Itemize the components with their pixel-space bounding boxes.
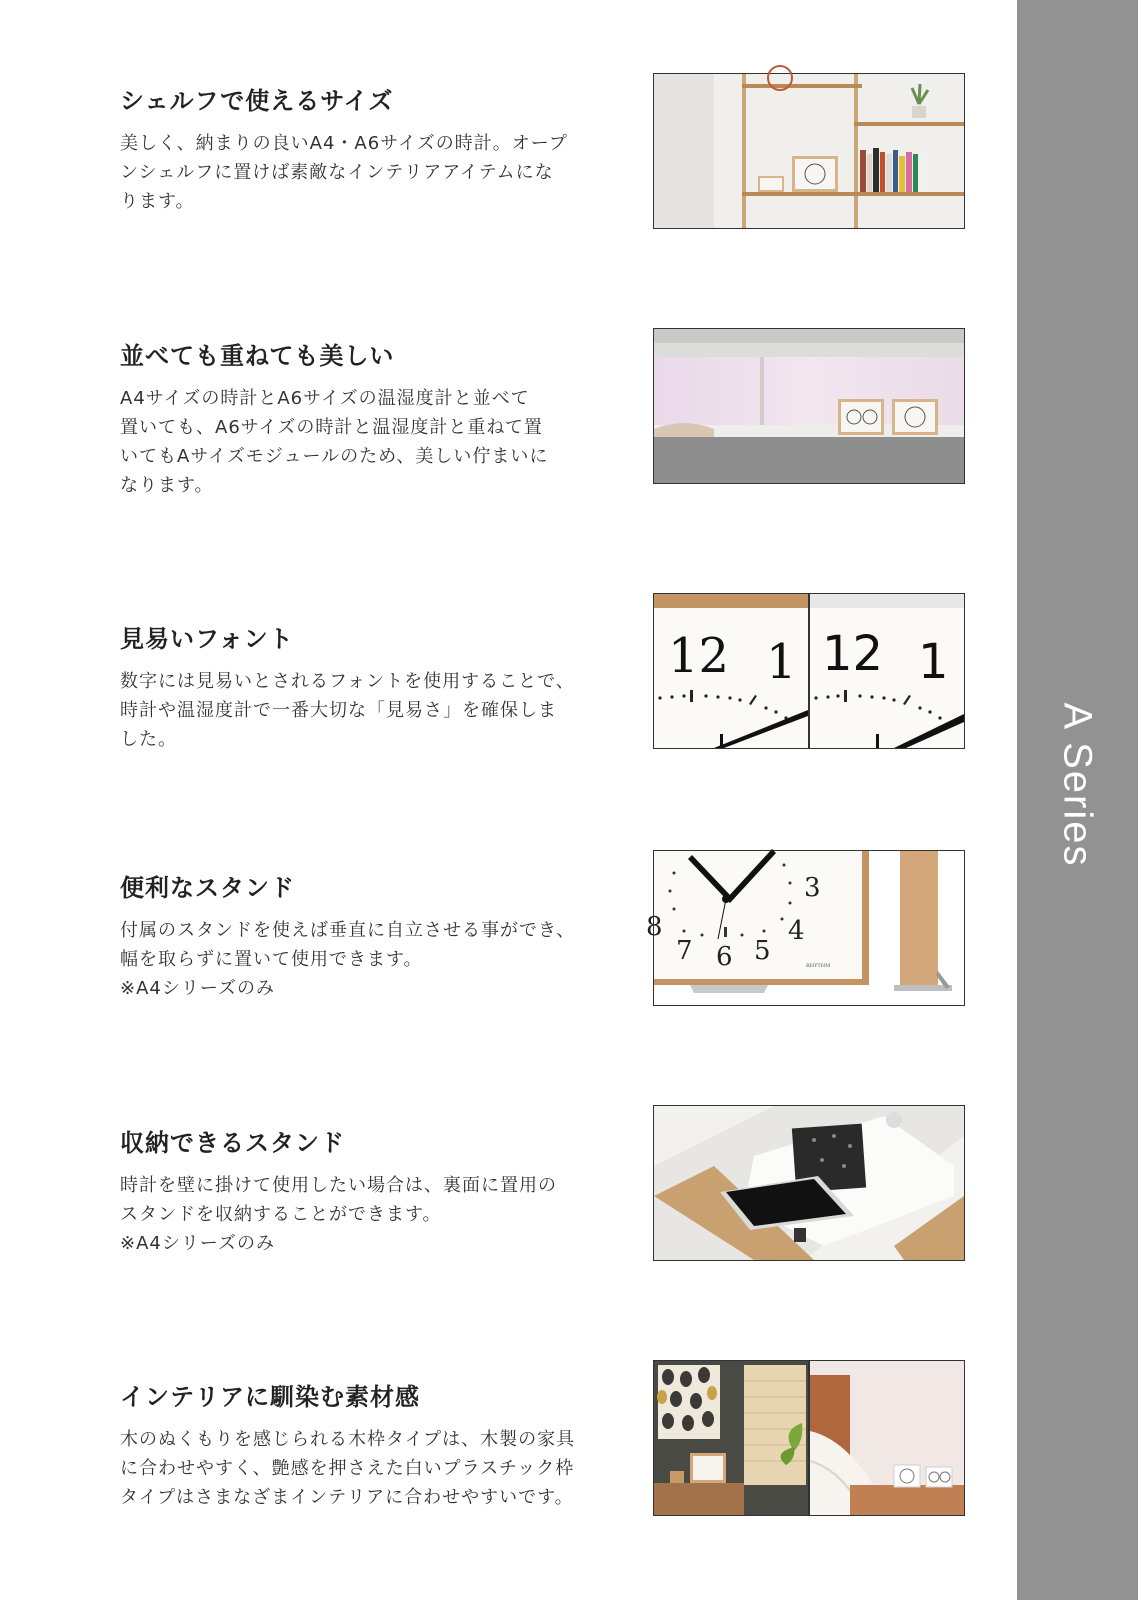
windowsill-photo bbox=[653, 328, 965, 484]
section-title: 並べても重ねても美しい bbox=[120, 342, 395, 370]
section-description bbox=[120, 916, 600, 1003]
description-line: タイプはさまなざまインテリアに合わせやすいです。 bbox=[120, 1487, 574, 1508]
stand-storage-photo bbox=[653, 1105, 965, 1261]
clock-stand-photo bbox=[646, 850, 965, 1006]
dial-number: 6 bbox=[716, 942, 733, 972]
interior-photo bbox=[653, 1360, 965, 1516]
series-label: A Series bbox=[1055, 702, 1100, 868]
section-description bbox=[120, 667, 600, 754]
feature-section-stand bbox=[0, 868, 1000, 1098]
description-line: 数字には見易いとされるフォントを使用することで、 bbox=[120, 671, 575, 692]
description-line: いてもAサイズモジュールのため、美しい佇まいに bbox=[120, 446, 549, 467]
dial-number: 12 bbox=[668, 628, 730, 684]
dial-number: 1 bbox=[766, 634, 797, 690]
description-line: ンシェルフに置けば素敵なインテリアアイテムにな bbox=[120, 162, 554, 183]
description-line: ※A4シリーズのみ bbox=[120, 1233, 275, 1254]
dial-number: 12 bbox=[822, 626, 884, 682]
dial-number: 5 bbox=[754, 936, 771, 966]
description-line: ※A4シリーズのみ bbox=[120, 978, 275, 999]
description-line: 幅を取らずに置いて使用できます。 bbox=[120, 949, 423, 970]
description-line: なります。 bbox=[120, 475, 214, 496]
feature-section-stacking bbox=[0, 336, 1000, 566]
section-title: インテリアに馴染む素材感 bbox=[120, 1383, 420, 1411]
dial-number: 4 bbox=[788, 916, 805, 946]
description-line: A4サイズの時計とA6サイズの温湿度計と並べて bbox=[120, 388, 530, 409]
dial-number: 3 bbox=[804, 873, 821, 903]
section-title: 便利なスタンド bbox=[120, 874, 295, 902]
dial-number: 8 bbox=[646, 912, 663, 942]
dial-number: 7 bbox=[676, 936, 693, 966]
brand-mark: RHYTHM bbox=[806, 963, 831, 969]
feature-section-material bbox=[0, 1377, 1000, 1607]
description-line: 置いても、A6サイズの時計と温湿度計と重ねて置 bbox=[120, 417, 543, 438]
section-title: 収納できるスタンド bbox=[120, 1129, 345, 1157]
feature-section-storage bbox=[0, 1123, 1000, 1353]
description-line: 時計や温湿度計で一番大切な「見易さ」を確保しま bbox=[120, 700, 557, 721]
feature-section-font bbox=[0, 619, 1000, 849]
section-description bbox=[120, 1171, 600, 1258]
description-line: ります。 bbox=[120, 191, 195, 212]
section-description bbox=[120, 1425, 600, 1512]
description-line: に合わせやすく、艶感を押さえた白いプラスチック枠 bbox=[120, 1458, 575, 1479]
description-line: 付属のスタンドを使えば垂直に自立させる事ができ、 bbox=[120, 920, 576, 941]
description-line: 美しく、納まりの良いA4・A6サイズの時計。オープ bbox=[120, 133, 568, 154]
feature-section-shelf bbox=[0, 81, 1000, 311]
dial-number: 1 bbox=[918, 634, 949, 690]
section-description bbox=[120, 384, 600, 500]
description-line: 時計を壁に掛けて使用したい場合は、裏面に置用の bbox=[120, 1175, 557, 1196]
section-description bbox=[120, 129, 600, 216]
shelf-photo bbox=[653, 73, 965, 229]
clock-font-closeup bbox=[653, 593, 965, 749]
section-title: シェルフで使えるサイズ bbox=[120, 87, 394, 115]
description-line: 木のぬくもりを感じられる木枠タイプは、木製の家具 bbox=[120, 1429, 576, 1450]
section-title: 見易いフォント bbox=[120, 625, 294, 653]
description-line: スタンドを収納することができます。 bbox=[120, 1204, 442, 1225]
description-line: した。 bbox=[120, 729, 177, 750]
